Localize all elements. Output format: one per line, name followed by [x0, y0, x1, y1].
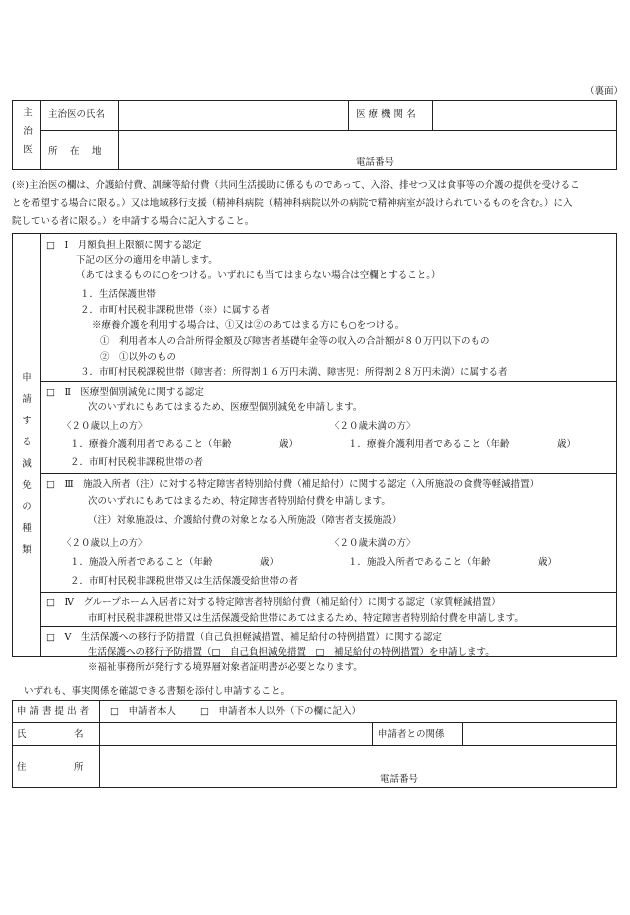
section-5-title[interactable]: □ Ⅴ 生活保護への移行予防措置（自己負担軽減措置、補足給付の特例措置）に関する認定 [46, 632, 442, 643]
s1-line: 下記の区分の適用を申請します。 [76, 255, 218, 266]
s3-note: （注）対象施設は、介護給付費の対象となる入所施設（障害者支援施設） [88, 515, 402, 526]
s5-line: ※福祉事務所が発行する境界層対象者証明書が必要となります。 [88, 662, 363, 673]
s3-item-2-left: ２．市町村民税非課税世帯又は生活保護受給世帯の者 [70, 576, 299, 587]
doctor-note-line-2: とを希望する場合に限る。）又は地域移行支援（精神科病院（精神科病院以外の病院で精神病室が設けられているものを含む。）に入 [12, 198, 573, 209]
doctor-name-field[interactable] [120, 102, 346, 128]
submitter-other-checkbox[interactable]: □ 申請者本人以外（下の欄に記入） [200, 706, 361, 717]
submitter-self-checkbox[interactable]: □ 申請者本人 [110, 706, 176, 717]
relation-label: 申請者との関係 [378, 729, 445, 740]
s3-line: 次のいずれにもあてはまるため、特定障害者特別給付費を申請します。 [88, 496, 391, 507]
page-side-label: （裏面） [585, 86, 624, 97]
s2-over20: 〈２０歳以上の方〉 [62, 421, 148, 432]
s2-under20: 〈２０歳未満の方〉 [330, 421, 416, 432]
submitter-address-label: 住 所 [17, 762, 84, 773]
institution-field[interactable] [434, 102, 615, 128]
s2-item-1-left: １．療養介護利用者であること（年齢 歳） [70, 439, 299, 450]
section-3-title[interactable]: □ Ⅲ 施設入所者（注）に対する特定障害者特別給付費（補足給付）に関する認定（入所施設の食費等軽減措置） [46, 479, 540, 490]
s2-item-2-left: ２．市町村民税非課税世帯の者 [70, 457, 204, 468]
s3-item-1-left: １．施設入所者であること（年齢 歳） [70, 557, 280, 568]
submitter-label: 申 請 書 提 出 者 [17, 706, 90, 717]
s1-option[interactable]: １．生活保護世帯 [80, 289, 157, 300]
submitter-phone-label: 電話番号 [380, 774, 419, 785]
s5-line: 生活保護への移行予防措置（□ 自己負担減免措置 □ 補足給付の特例措置）を申請します。 [88, 647, 495, 658]
submitter-address-field[interactable] [101, 747, 615, 786]
institution-label: 医 療 機 関 名 [356, 109, 416, 120]
s2-item-1-right: １．療養介護利用者であること（年齢 歳） [348, 439, 577, 450]
doctor-phone-label: 電話番号 [356, 157, 395, 168]
s4-line: 市町村民税非課税世帯又は生活保護受給世帯にあてはまるため、特定障害者特別給付費を申請します。 [88, 613, 524, 624]
doctor-address-label: 所 在 地 [48, 146, 102, 157]
s2-line: 次のいずれにもあてはまるため、医療型個別減免を申請します。 [88, 402, 363, 413]
doctor-side-label: 主治医 [21, 107, 32, 163]
relation-field[interactable] [464, 724, 615, 744]
submitter-name-field[interactable] [101, 724, 371, 744]
s3-item-1-right: １．施設入所者であること（年齢 歳） [348, 557, 558, 568]
s3-over20: 〈２０歳以上の方〉 [62, 538, 148, 549]
doctor-note-line-3: 院している者に限る。）を申請する場合に記入すること。 [12, 216, 255, 227]
s1-line: ※療養介護を利用する場合は、①又は②のあてはまる方にも○をつける。 [92, 320, 405, 331]
section-2-title[interactable]: □ Ⅱ 医療型個別減免に関する認定 [46, 387, 204, 398]
s1-option[interactable]: ① 利用者本人の合計所得金額及び障害者基礎年金等の収入の合計額が８０万円以下のもの [100, 336, 490, 347]
doctor-note-line-1: (※)主治医の欄は、介護給付費、訓練等給付費（共同生活援助に係るものであって、入浴、排せつ又は食事等の介護の提供を受けるこ [12, 180, 580, 191]
submitter-name-label: 氏 名 [17, 729, 84, 740]
section-4-title[interactable]: □ Ⅳ グループホーム入居者に対する特定障害者特別給付費（補足給付）に関する認定（家賃軽減措置） [46, 597, 501, 608]
attach-note: いずれも、事実関係を確認できる書類を添付し申請すること。 [24, 686, 291, 697]
s1-option[interactable]: ２．市町村民税非課税世帯（※）に属する者 [80, 305, 271, 316]
s3-under20: 〈２０歳未満の方〉 [330, 538, 416, 549]
section-1-title[interactable]: □ Ⅰ 月額負担上限額に関する認定 [46, 240, 202, 251]
s1-line: （あてはまるものに○をつける。いずれにも当てはまらない場合は空欄とすること。） [76, 270, 441, 281]
s1-option[interactable]: ② ①以外のもの [100, 352, 177, 363]
doctor-name-label: 主治医の氏名 [48, 109, 106, 120]
s1-option[interactable]: ３．市町村民税課税世帯（障害者：所得割１６万円未満、障害児：所得割２８万円未満）に属する者 [80, 367, 508, 378]
reduction-side-label: 申請する減免の種類 [20, 372, 31, 566]
